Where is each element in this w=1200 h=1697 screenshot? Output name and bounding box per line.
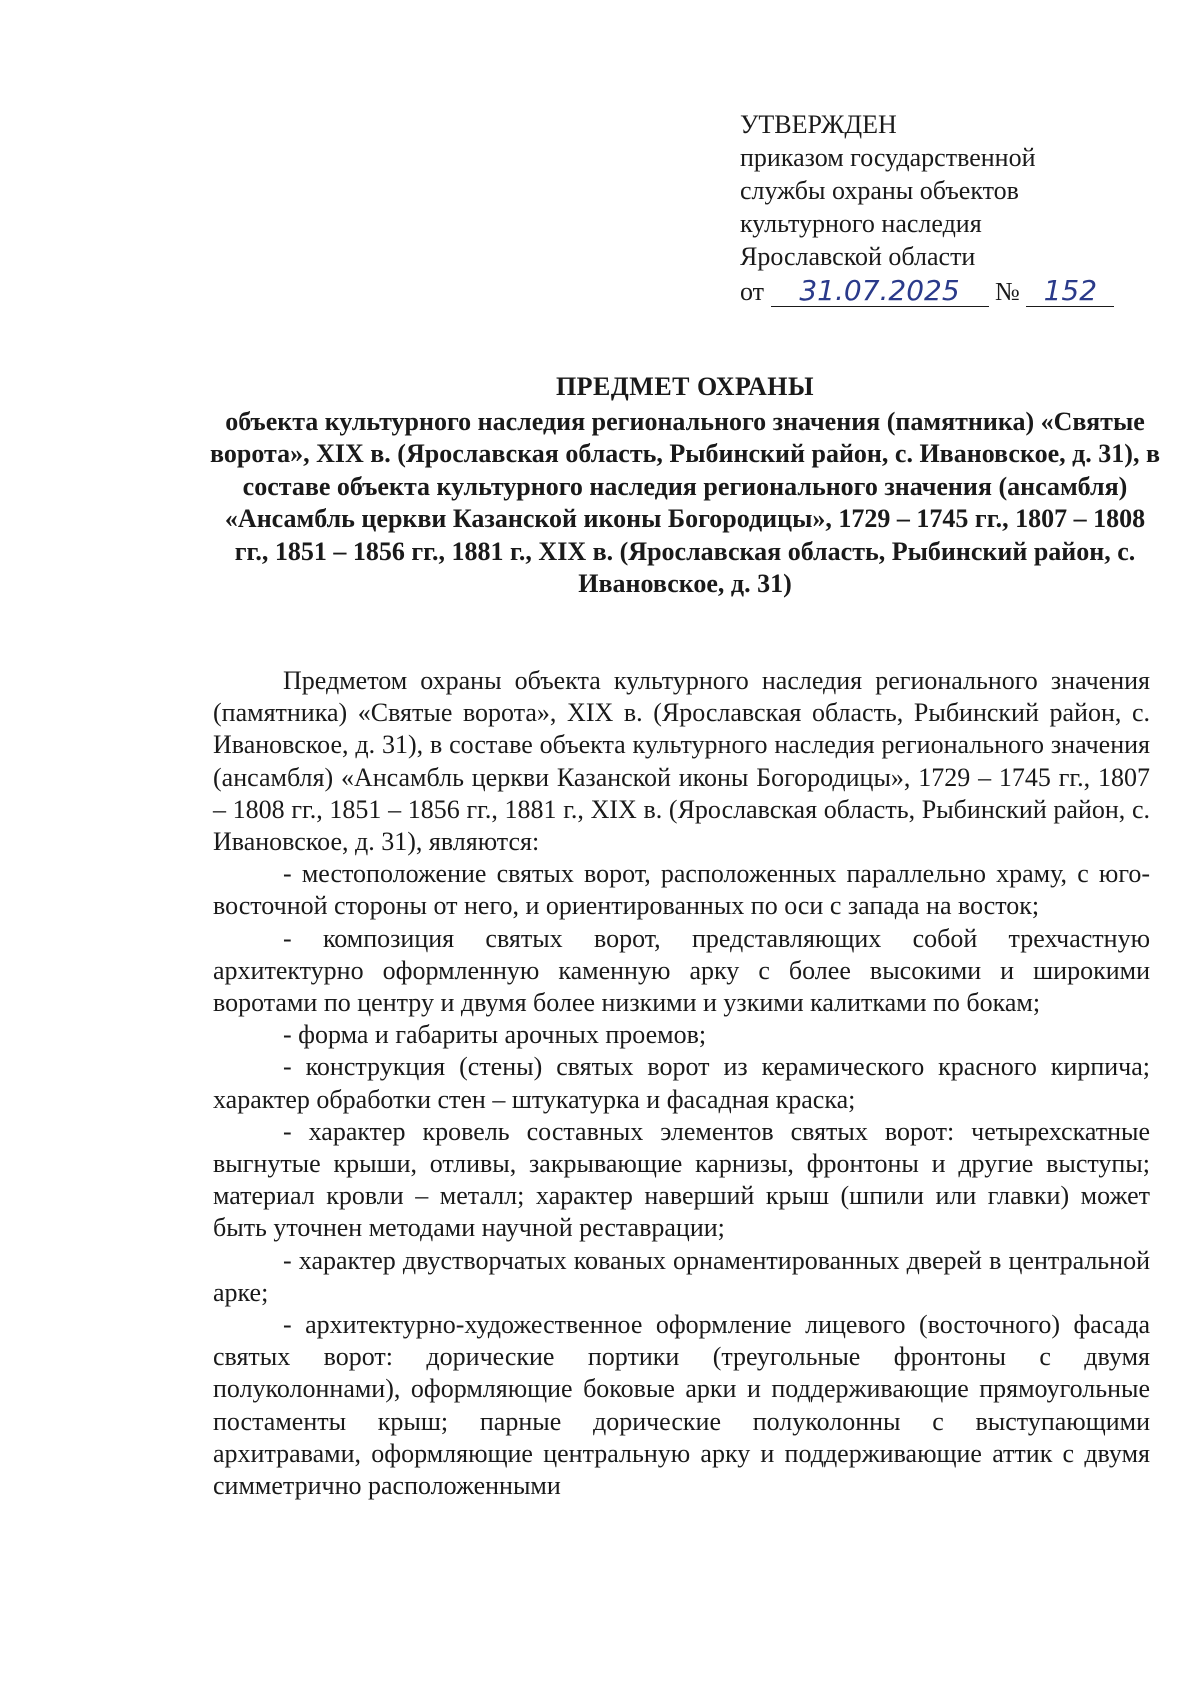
list-item: - конструкция (стены) святых ворот из керамического красного кирпича; характер обработки стен – штукатурка и фасадная краска; [213, 1052, 1150, 1114]
number-sign: № [995, 277, 1020, 306]
approval-line-3: культурного наследия [740, 209, 982, 238]
handwritten-date: 31.07.2025 [771, 276, 989, 307]
document-title: ПРЕДМЕТ ОХРАНЫ [555, 372, 815, 401]
document-body [213, 665, 1150, 1502]
protection-items-list [213, 858, 1150, 1502]
list-item: - архитектурно-художественное оформление лицевого (восточного) фасада святых ворот: дорические портики (треугольные фронтоны с двумя полуколоннами), оформляющие боковые арки и поддерживающие прямоугольные постаменты крыш; парные дорические полуколонны с выступающими архитравами, оформляющие центральную арку и поддерживающие аттик с двумя симметрично расположенными [213, 1310, 1150, 1501]
approval-line-4: Ярославской области [740, 242, 976, 271]
approval-line-2: службы охраны объектов [740, 176, 1019, 205]
document-subtitle: объекта культурного наследия регионального значения (памятника) «Святые ворота», XIX в. (Ярославская область, Рыбинский район, с. Ивановское, д. 31), в составе объекта культурного наследия регионального значения (ансамбля) «Ансамбль церкви Казанской иконы Богородицы», 1729 – 1745 гг., 1807 – 1808 гг., 1851 – 1856 гг., 1881 г., XIX в. (Ярославская область, Рыбинский район, с. Ивановское, д. 31) [210, 406, 1160, 598]
date-prefix: от [740, 277, 765, 306]
approval-line-1: приказом государственной [740, 143, 1036, 172]
list-item: - характер двустворчатых кованых орнаментированных дверей в центральной арке; [213, 1245, 1150, 1307]
approval-title: УТВЕРЖДЕН [740, 110, 897, 139]
approval-stamp-block [740, 108, 1120, 308]
handwritten-number: 152 [1026, 276, 1114, 307]
intro-paragraph: Предметом охраны объекта культурного наследия регионального значения (памятника) «Святые ворота», XIX в. (Ярославская область, Рыбинский район, с. Ивановское, д. 31), в составе объекта культурного наследия регионального значения (ансамбля) «Ансамбль церкви Казанской иконы Богородицы», 1729 – 1745 гг., 1807 – 1808 гг., 1851 – 1856 гг., 1881 г., XIX в. (Ярославская область, Рыбинский район, с. Ивановское, д. 31), являются: [213, 666, 1150, 857]
document-heading [210, 371, 1160, 601]
list-item: - композиция святых ворот, представляющих собой трехчастную архитектурно оформленную каменную арку с более высокими и широкими воротами по центру и двумя более низкими и узкими калитками по бокам; [213, 923, 1150, 1018]
list-item: - форма и габариты арочных проемов; [283, 1020, 707, 1050]
list-item: - характер кровель составных элементов святых ворот: четырехскатные выгнутые крыши, отливы, закрывающие карнизы, фронтоны и другие выступы; материал кровли – металл; характер наверший крыш (шпили или главки) может быть уточнен методами научной реставрации; [213, 1116, 1150, 1243]
list-item: - местоположение святых ворот, расположенных параллельно храму, с юго-восточной стороны от него, и ориентированных по оси с запада на восток; [213, 859, 1150, 921]
approval-date-line [740, 275, 1120, 308]
